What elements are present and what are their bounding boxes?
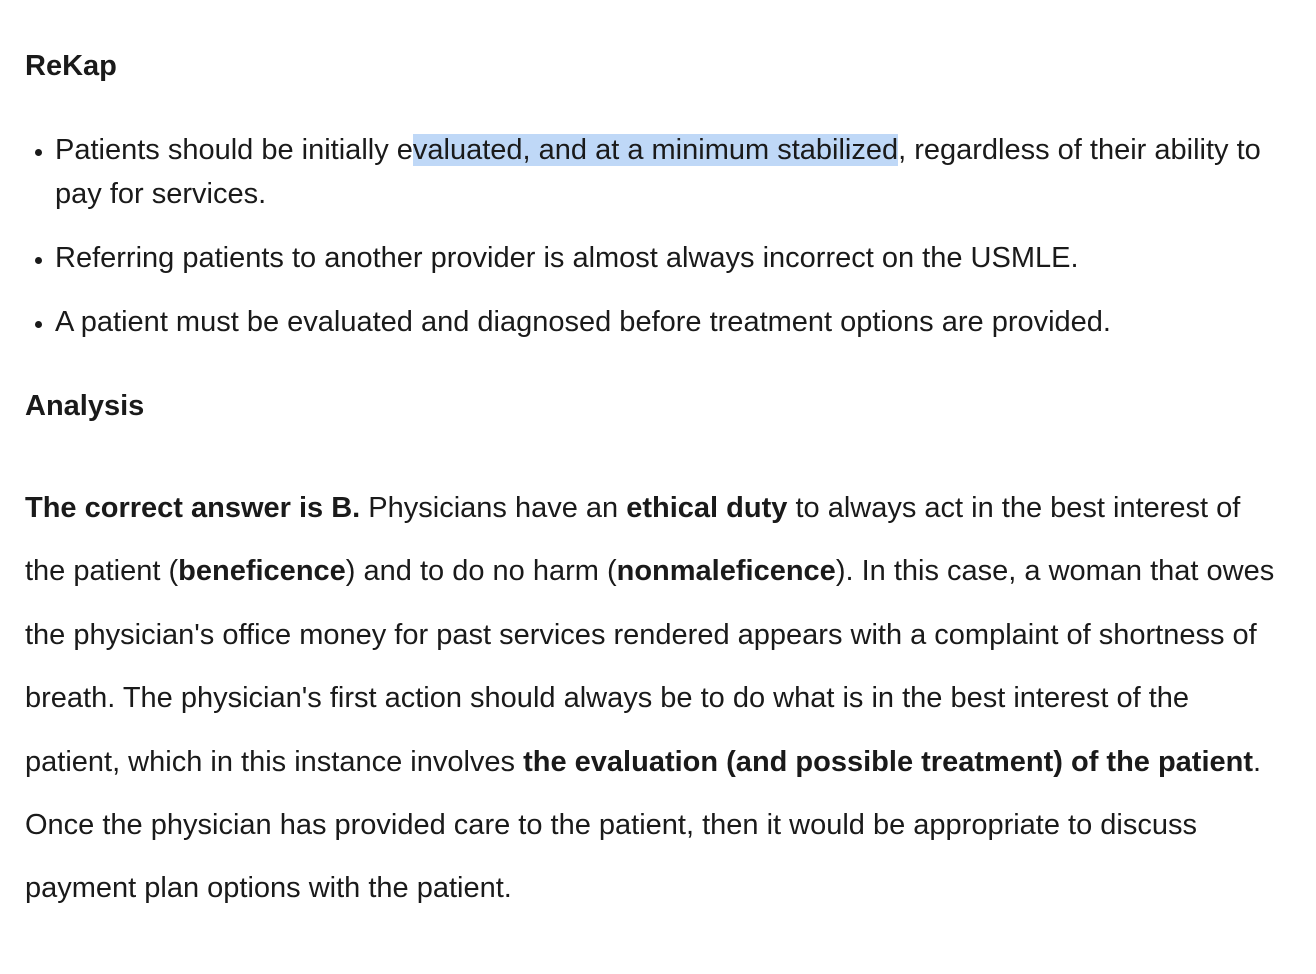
paragraph-text: ). In this case, a woman that owes the physician's office money for past services rendered appears with a complaint of shortness of breath. The physician's first action should always be to do what is in the best interest of the patient, which in this instance involves	[25, 555, 1275, 778]
paragraph-text: . Once the physician has provided care to the patient, then it would be appropriate to discuss payment plan options with the patient.	[25, 745, 1262, 905]
list-item-text: A patient must be evaluated and diagnosed before treatment options are provided.	[55, 306, 1111, 338]
analysis-paragraph	[25, 477, 1280, 921]
list-item	[55, 300, 1300, 344]
selected-text-highlight[interactable]: valuated, and at a minimum stabilized	[412, 134, 899, 166]
paragraph-text: to always act in the best interest of the patient (	[25, 492, 1241, 588]
list-item	[55, 128, 1300, 216]
paragraph-text: Physicians have an	[360, 492, 627, 524]
emphasis-beneficence: beneficence	[178, 555, 346, 588]
emphasis-ethical-duty: ethical duty	[626, 492, 788, 524]
rekap-list	[25, 128, 1300, 364]
correct-answer-statement: The correct answer is B.	[25, 492, 361, 524]
list-item-text-before: Patients should be initially e	[55, 134, 413, 166]
list-item-text-after: , regardless of their ability to pay for services.	[55, 134, 1261, 210]
list-item-text: Referring patients to another provider is almost always incorrect on the USMLE.	[55, 242, 1079, 274]
rekap-heading: ReKap	[25, 50, 117, 82]
list-item	[55, 236, 1300, 280]
emphasis-nonmaleficence: nonmaleficence	[616, 555, 836, 588]
emphasis-evaluation: the evaluation (and possible treatment) of the patient	[523, 745, 1254, 778]
analysis-heading: Analysis	[25, 390, 145, 422]
paragraph-text: ) and to do no harm (	[345, 555, 617, 588]
